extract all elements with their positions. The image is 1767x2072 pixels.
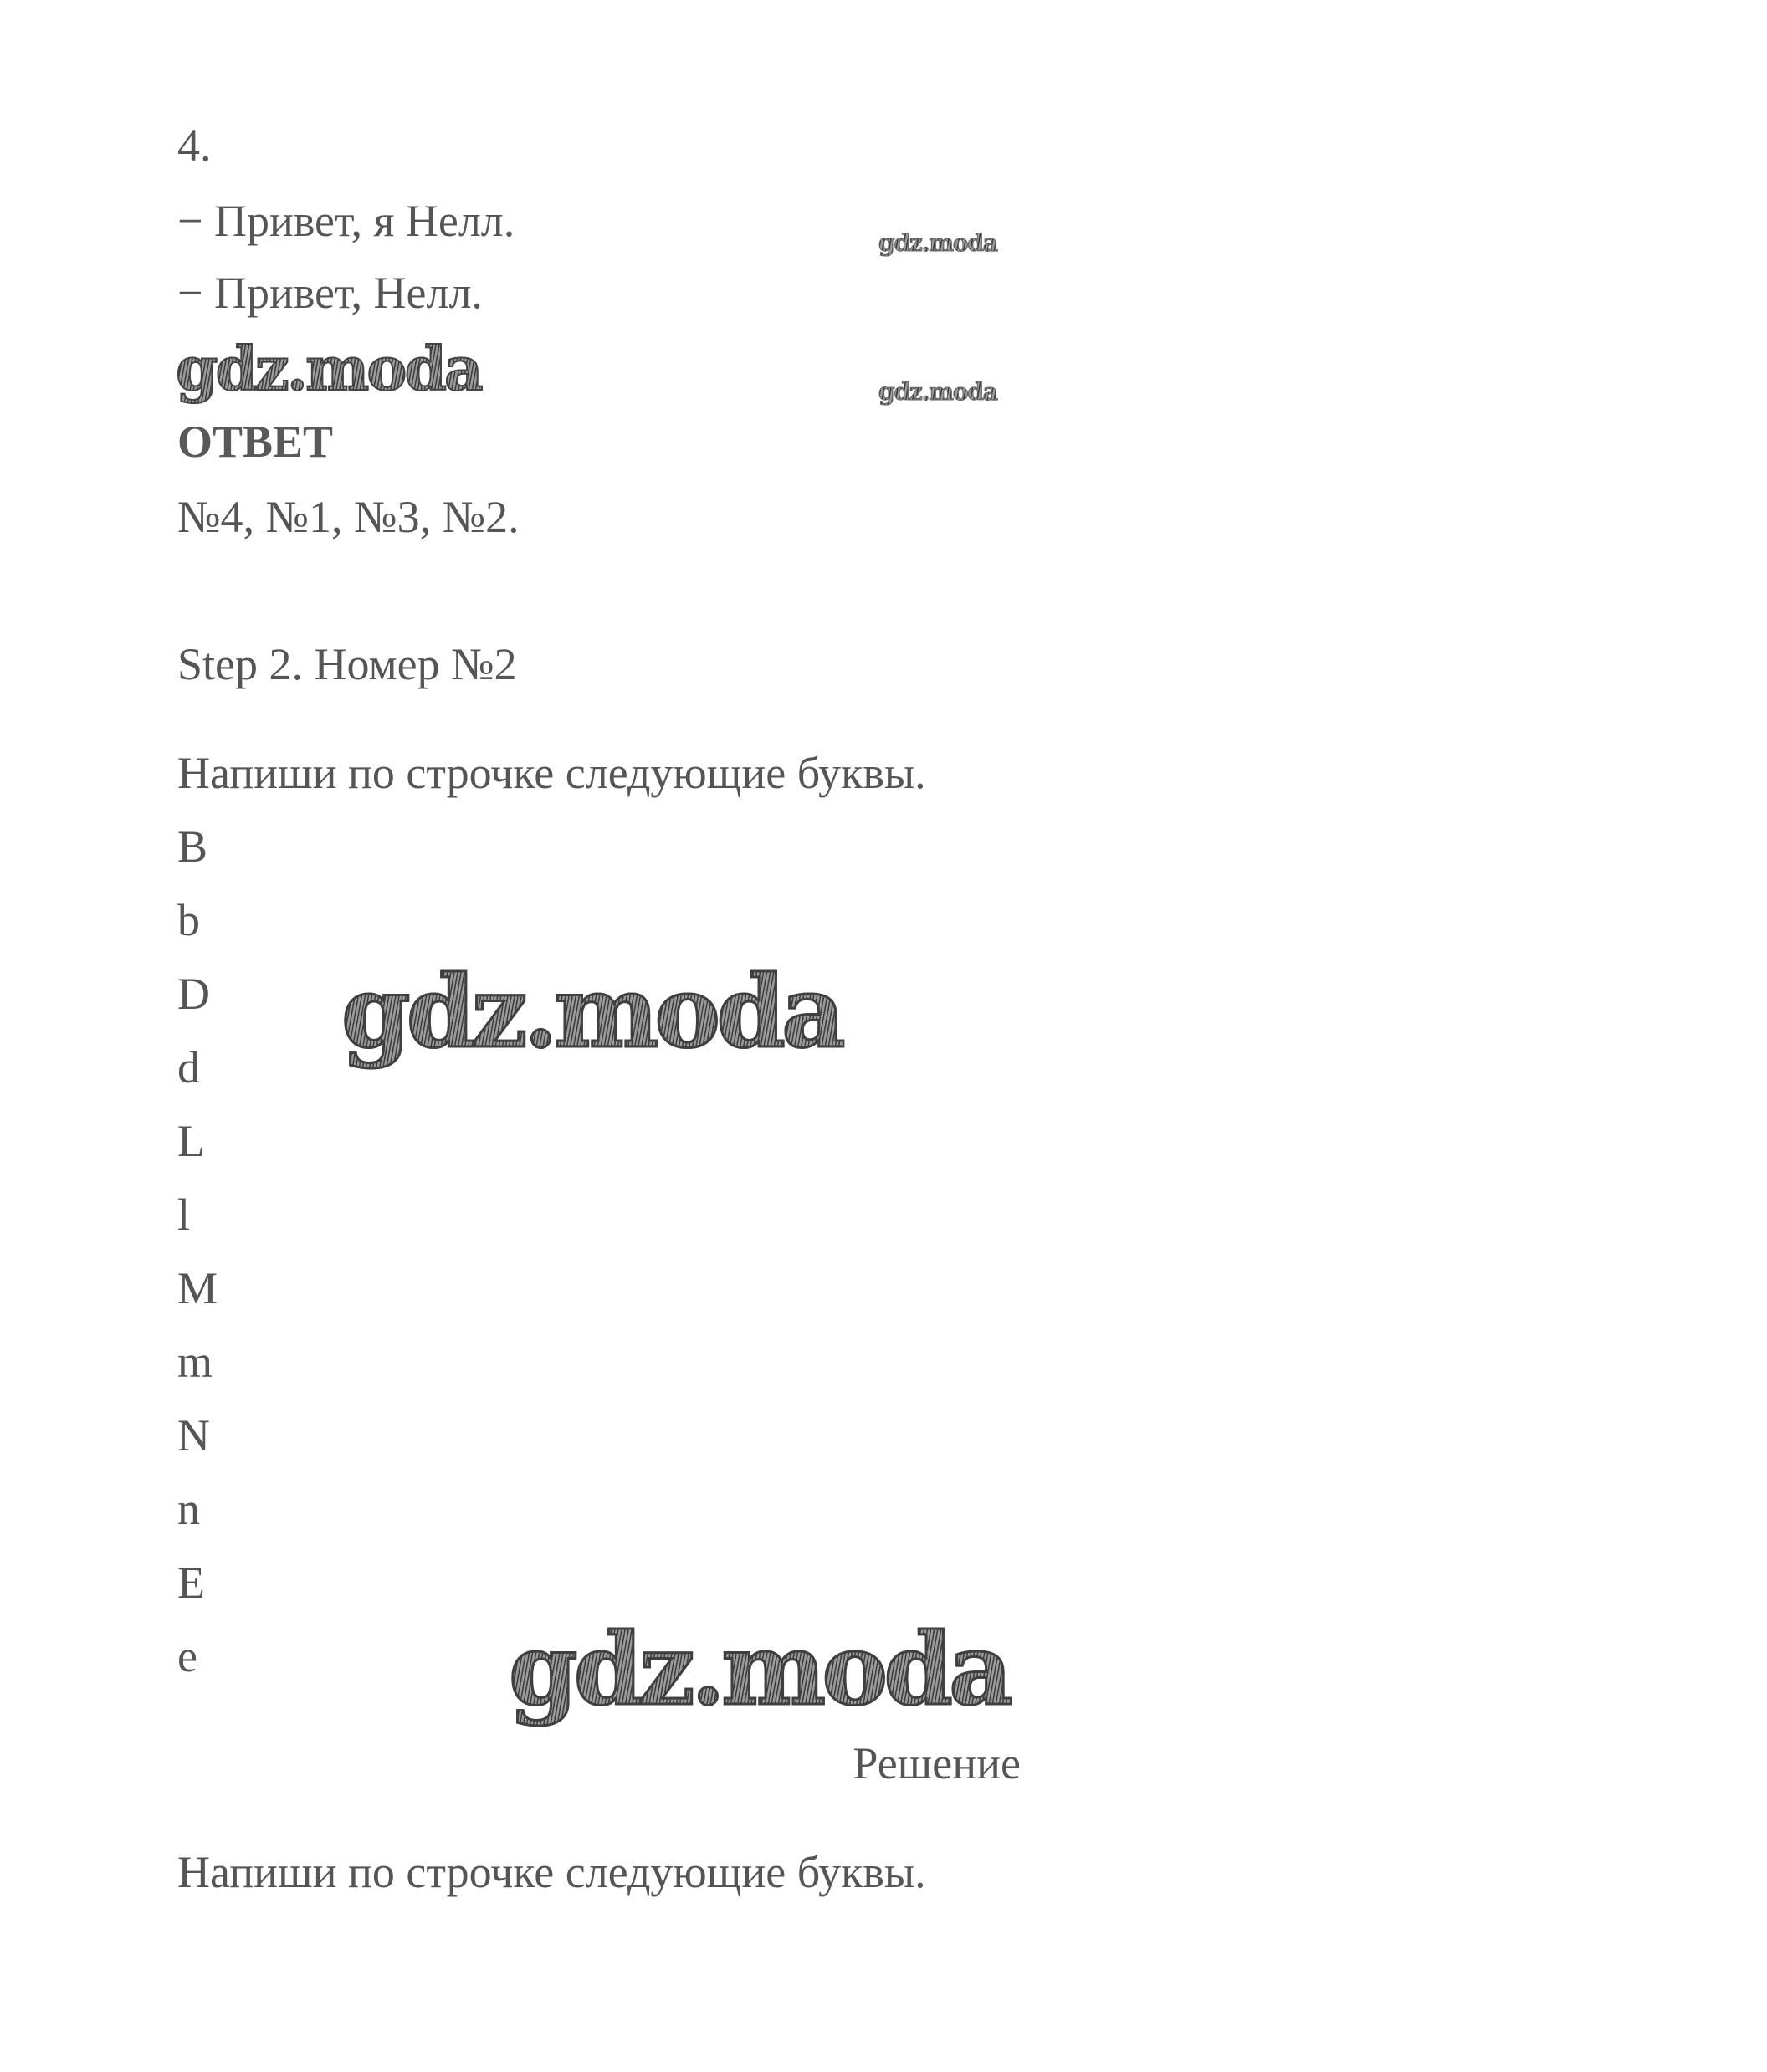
letter-item: b [177, 895, 200, 945]
letter-item: B [177, 821, 208, 872]
watermark-small-1: gdz.moda [878, 229, 997, 257]
solution-label: Решение [853, 1738, 1021, 1788]
exercise-number: 4. [177, 120, 212, 171]
watermark-large-1: gdz.moda [341, 954, 842, 1070]
letter-item: e [177, 1631, 197, 1681]
letter-item: d [177, 1042, 200, 1092]
watermark-small-2: gdz.moda [878, 378, 997, 406]
letter-item: m [177, 1337, 213, 1387]
letter-item: L [177, 1116, 205, 1166]
letter-item: M [177, 1263, 218, 1313]
letter-item: N [177, 1410, 210, 1461]
answer-text: №4, №1, №3, №2. [177, 492, 520, 542]
task-text: Напиши по строчке следующие буквы. [177, 748, 926, 798]
dialogue-line-1: − Привет, я Нелл. [177, 196, 515, 246]
answer-heading: ОТВЕТ [177, 417, 334, 467]
letter-item: n [177, 1484, 200, 1534]
solution-text: Напиши по строчке следующие буквы. [177, 1847, 926, 1897]
watermark-large-2: gdz.moda [509, 1611, 1009, 1727]
letter-item: l [177, 1189, 191, 1240]
dialogue-line-2: − Привет, Нелл. [177, 268, 483, 318]
step-heading: Step 2. Номер №2 [177, 639, 517, 689]
watermark-medium: gdz.moda [176, 333, 481, 404]
letter-item: D [177, 969, 210, 1019]
letter-item: E [177, 1558, 205, 1608]
